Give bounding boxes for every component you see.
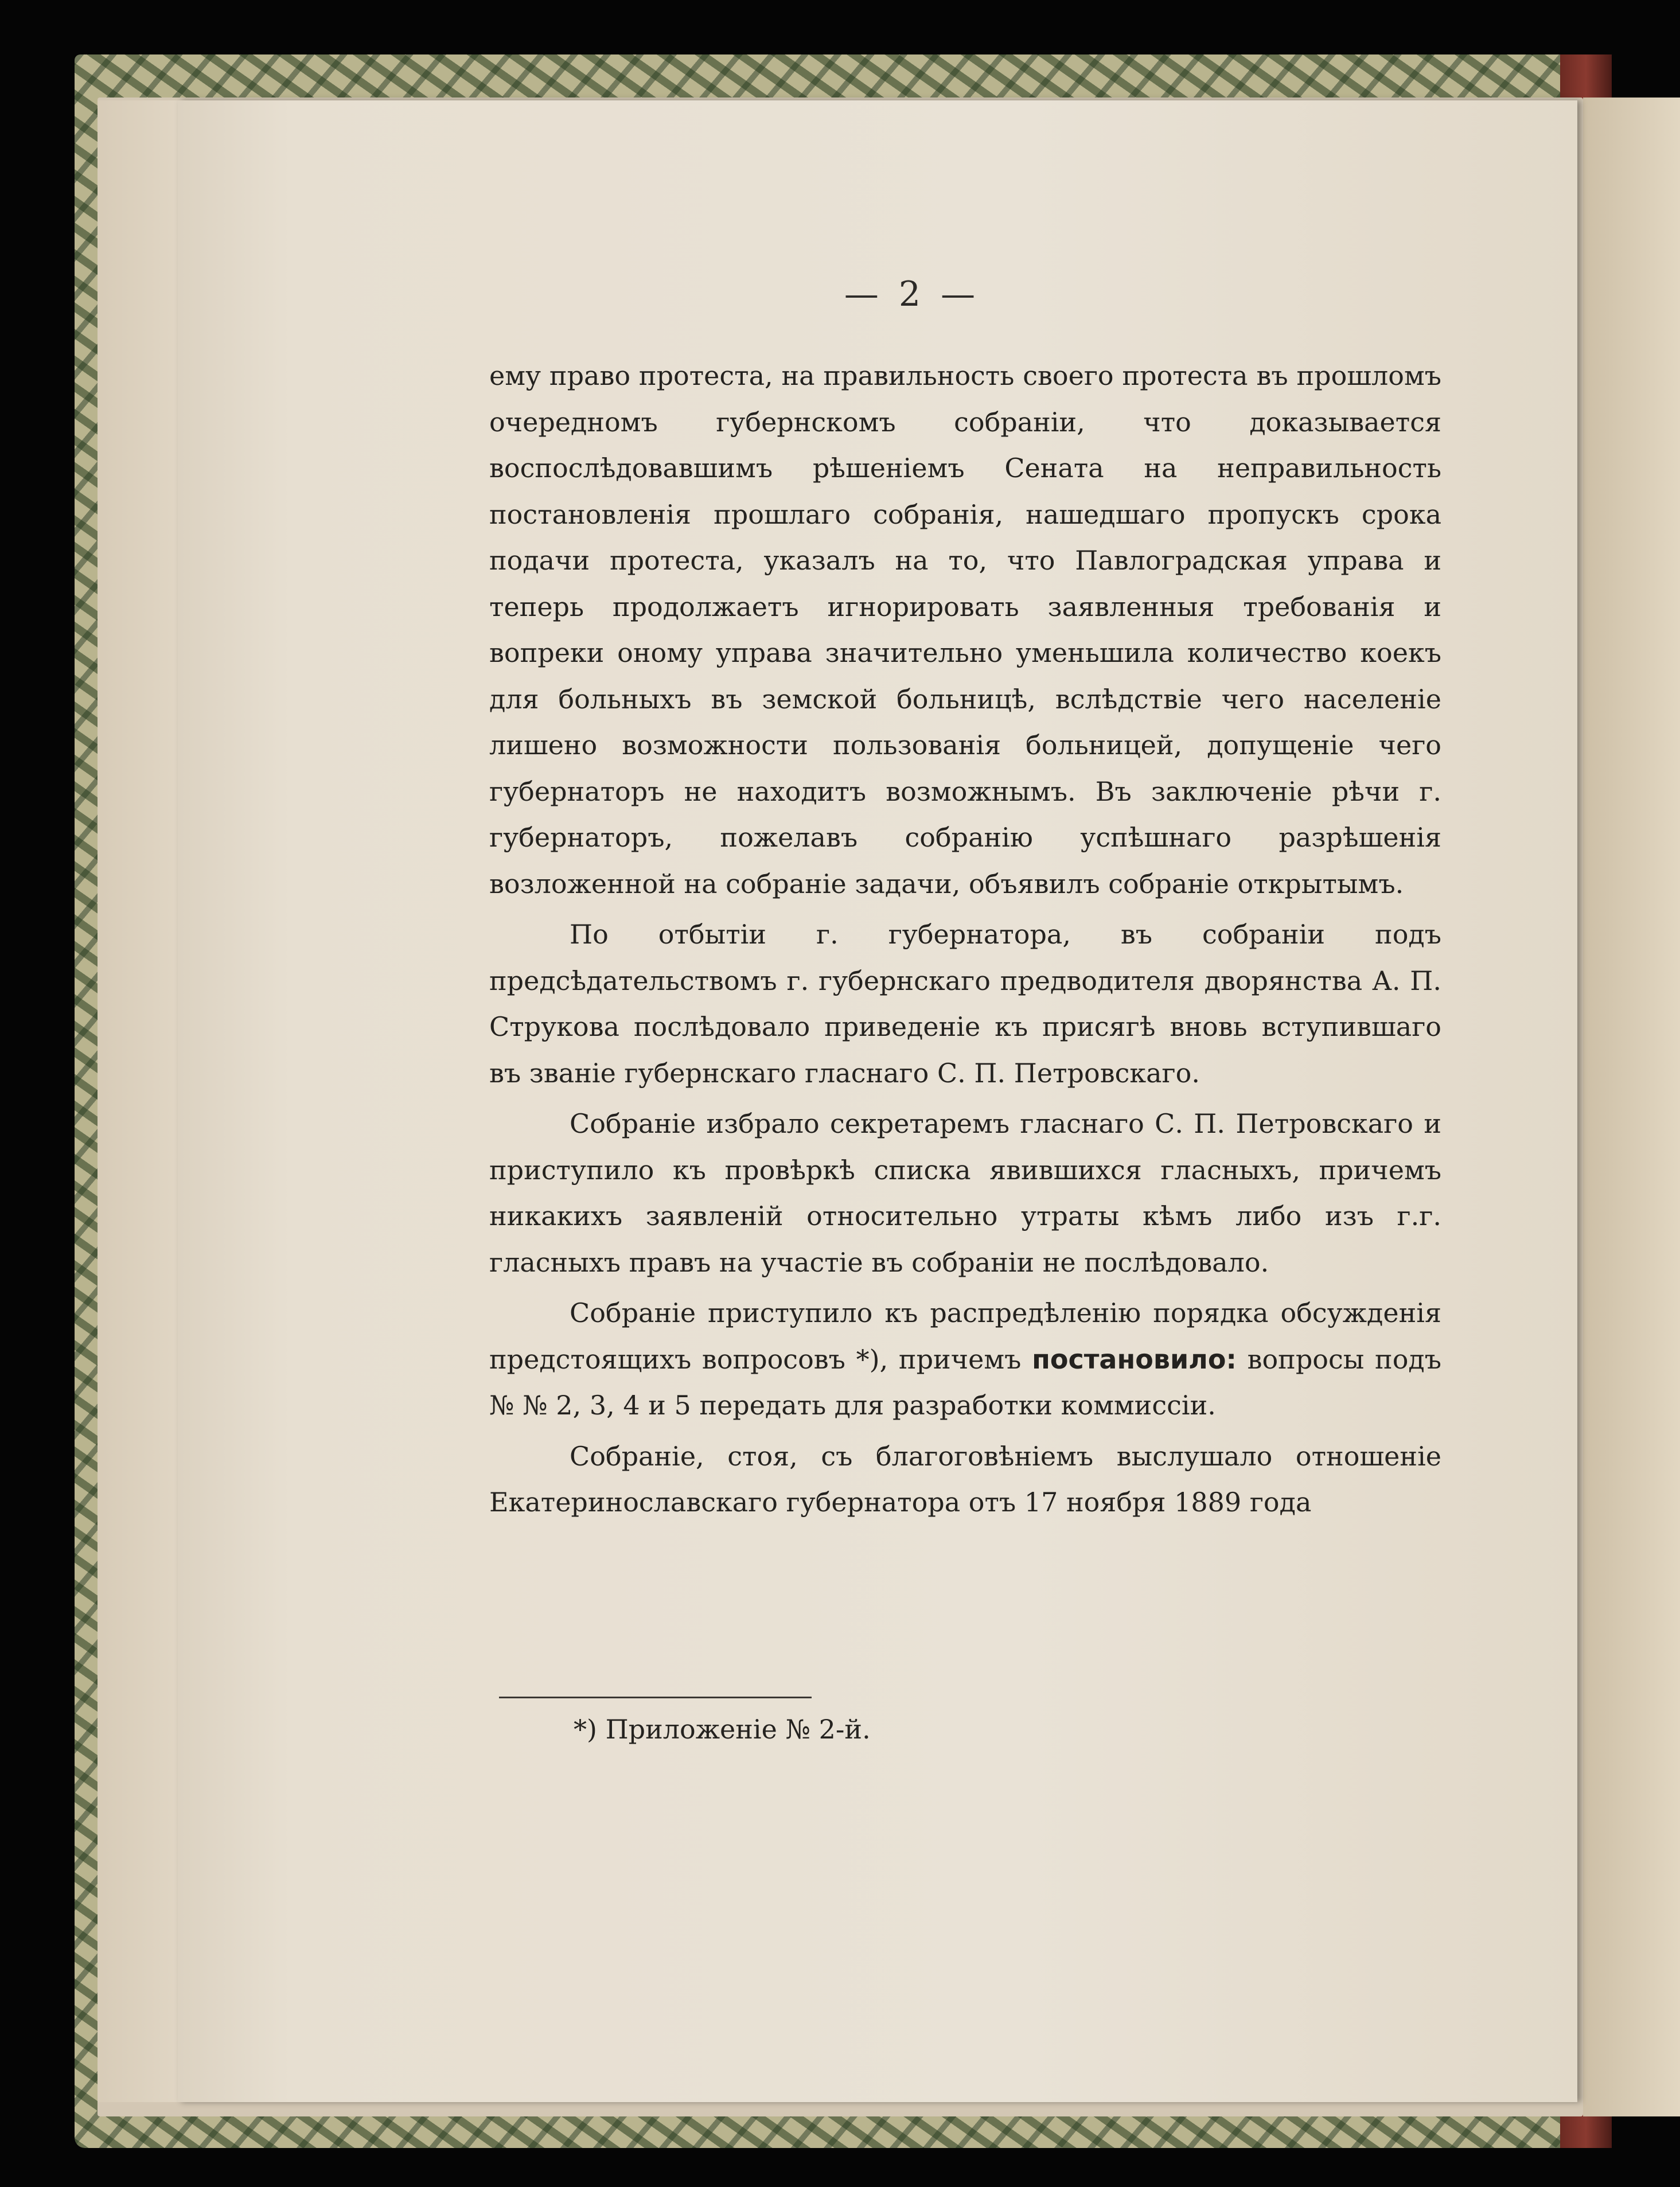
page-number: — 2 — [844,274,980,314]
paragraph-4-end: вопросы подъ № № 2, 3, 4 и 5 передать для разработки коммиссiи. [489,1343,1442,1421]
page-fold-edge [98,100,189,2102]
paragraph-5: Собранiе, стоя, съ благоговѣнiемъ выслушало отношенiе Екатеринославскаго губернатора отъ 17 ноября 1889 года [489,1440,1441,1518]
body-text [489,353,1441,1526]
footnote: *) Приложенiе № 2-й. [574,1714,871,1745]
footnote-divider [499,1697,812,1698]
paragraph-2: По отбытiи г. губернатора, въ собранiи подъ предсѣдательствомъ г. губернскаго предводителя дворянства А. П. Струкова послѣдовало приведенiе къ присягѣ вновь вступившаго въ званiе губернскаго гласнаго С. П. Петровскаго. [489,919,1441,1089]
paragraph-4-bold: постановило: [1032,1343,1237,1375]
paragraph-3: Собранiе избрало секретаремъ гласнаго С. П. Петровскаго и приступило къ провѣркѣ списка явившихся гласныхъ, причемъ никакихъ заявленiй относительно утраты кѣмъ либо изъ г.г. гласныхъ правъ на участiе въ собранiи не послѣдовало. [489,1108,1441,1278]
paragraph-4 [489,1290,1441,1429]
paragraph-1: ему право протеста, на правильность своего протеста въ прошломъ очередномъ губернскомъ собранiи, что доказывается воспослѣдовавшимъ рѣшенiемъ Сената на неправильность постановленiя прошлаго собранiя, нашедшаго пропускъ срока подачи протеста, указалъ на то, что Павлоградская управа и теперь продолжаетъ игнорировать заявленныя требованiя и вопреки оному управа значительно уменьшила количество коекъ для больныхъ въ земской больницѣ, вслѣдствiе чего населенiе лишено возможности пользованiя больницей, допущенiе чего губернаторъ не находитъ возможнымъ. Въ заключенiе рѣчи г. губернаторъ, пожелавъ собранiю успѣшнаго разрѣшенiя возложенной на собранiе задачи, объявилъ собранiе открытымъ. [489,360,1441,899]
facing-page-edge [1583,98,1680,2116]
paragraph-4-start: Собранiе приступило къ распредѣленiю порядка обсужденiя предстоящихъ вопросовъ *), причемъ [489,1297,1441,1375]
